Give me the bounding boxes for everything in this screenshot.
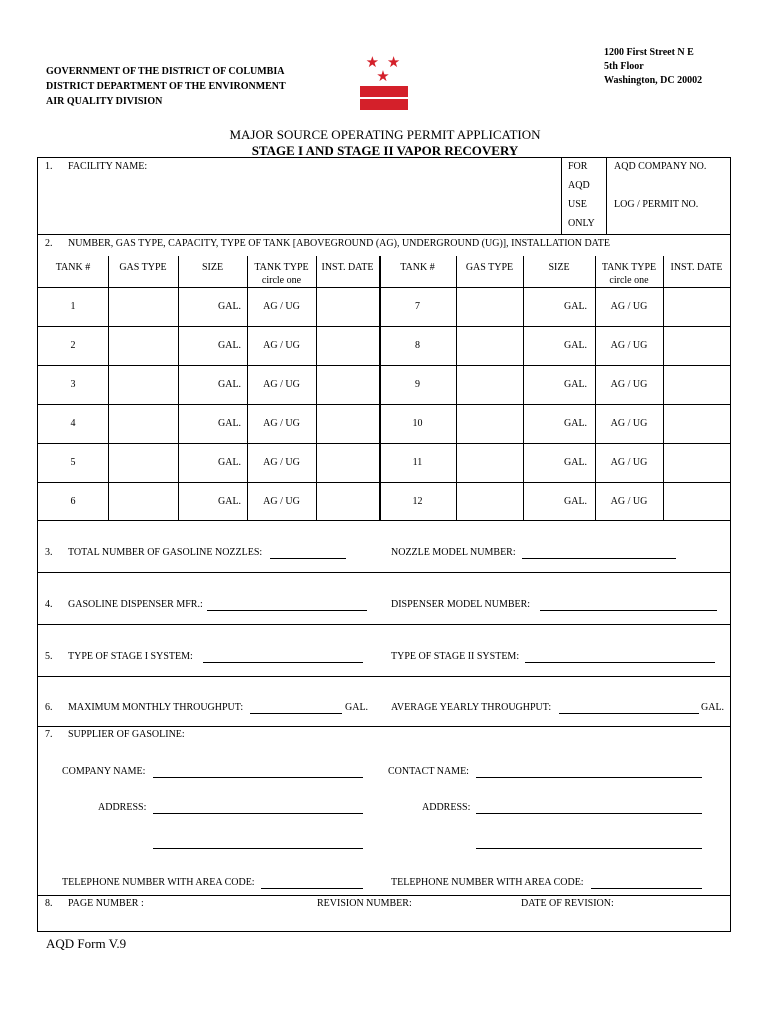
monthly-throughput-field[interactable] [250,713,342,714]
tank-type-choice[interactable]: AG / UG [263,301,300,312]
col-header-tank: TANK # [55,262,91,273]
page-number-label[interactable]: PAGE NUMBER : [68,898,144,909]
nozzles-label: TOTAL NUMBER OF GASOLINE NOZZLES: [68,547,263,558]
nozzle-model-label: NOZZLE MODEL NUMBER: [391,547,516,558]
table-divider [178,256,179,520]
telephone-field[interactable] [591,888,702,889]
col-header-gas: GAS TYPE [465,262,514,273]
section-number: 7. [45,729,53,740]
address-field[interactable] [476,813,702,814]
use-label: USE [568,199,587,210]
gal-unit: GAL. [218,418,242,429]
dispenser-model-label: DISPENSER MODEL NUMBER: [391,599,531,610]
permit-no-label[interactable]: LOG / PERMIT NO. [614,199,699,210]
row-divider [38,404,730,405]
table-divider [108,256,109,520]
form-subtitle: STAGE I AND STAGE II VAPOR RECOVERY [251,143,519,158]
dispenser-model-field[interactable] [540,610,717,611]
agency-block [46,64,286,109]
company-name-field[interactable] [153,777,363,778]
address-line2-field[interactable] [476,848,702,849]
col-header-size: SIZE [548,262,570,273]
telephone-label: TELEPHONE NUMBER WITH AREA CODE: [391,877,584,888]
for-label: FOR [568,161,588,172]
tank-type-choice[interactable]: AG / UG [610,340,648,351]
divider [38,234,730,235]
gal-unit: GAL. [218,496,242,507]
aqd-label: AQD [568,180,590,191]
gal-unit: GAL. [218,301,242,312]
tank-type-choice[interactable]: AG / UG [610,457,648,468]
tank-number: 9 [415,379,420,390]
address-block [604,46,702,88]
tank-type-choice[interactable]: AG / UG [610,418,648,429]
aqd-company-no-label[interactable]: AQD COMPANY NO. [614,161,707,172]
form-version: AQD Form V.9 [46,936,127,951]
col-header-type: TANK TYPE [601,262,657,273]
col-header-inst: INST. DATE [321,262,374,273]
form-frame [37,157,731,932]
address-label: ADDRESS: [98,802,147,813]
tank-number: 4 [70,418,76,429]
yearly-throughput-field[interactable] [559,713,699,714]
section-number: 8. [45,898,53,909]
gal-unit: GAL. [345,702,369,713]
tank-number: 3 [70,379,76,390]
dispenser-mfr-field[interactable] [207,610,367,611]
company-name-label: COMPANY NAME: [62,766,146,777]
agency-line: AIR QUALITY DIVISION [46,96,163,107]
row-divider [38,520,730,521]
flag-bar [360,86,408,97]
nozzle-model-field[interactable] [522,558,676,559]
col-header-circle: circle one [609,275,649,286]
tank-type-choice[interactable]: AG / UG [610,496,648,507]
form-title: MAJOR SOURCE OPERATING PERMIT APPLICATION [229,127,541,142]
gal-unit: GAL. [564,301,588,312]
col-header-type: TANK TYPE [254,262,309,273]
tank-type-choice[interactable]: AG / UG [263,340,300,351]
section-number: 3. [45,547,53,558]
section-number: 6. [45,702,53,713]
tank-number: 5 [70,457,76,468]
gal-unit: GAL. [701,702,725,713]
tank-number: 6 [70,496,76,507]
tank-type-choice[interactable]: AG / UG [263,379,300,390]
divider [38,624,730,625]
only-label: ONLY [568,218,595,229]
table-divider [456,256,457,520]
divider [38,895,730,896]
contact-name-label: CONTACT NAME: [388,766,469,777]
dispenser-mfr-label: GASOLINE DISPENSER MFR.: [68,599,203,610]
address-line: 1200 First Street N E [604,47,694,58]
agency-line: GOVERNMENT OF THE DISTRICT OF COLUMBIA [46,66,285,77]
tank-type-choice[interactable]: AG / UG [263,496,300,507]
gal-unit: GAL. [218,379,242,390]
dc-flag-icon [360,56,408,110]
divider [606,158,607,234]
col-header-gas: GAS TYPE [119,262,167,273]
telephone-field[interactable] [261,888,363,889]
tank-number: 1 [70,301,76,312]
telephone-label: TELEPHONE NUMBER WITH AREA CODE: [62,877,255,888]
address-label: ADDRESS: [422,802,471,813]
tank-number: 11 [412,457,423,468]
monthly-throughput-label: MAXIMUM MONTHLY THROUGHPUT: [68,702,244,713]
table-divider [663,256,664,520]
address-line2-field[interactable] [153,848,363,849]
divider [38,676,730,677]
stage2-field[interactable] [525,662,715,663]
yearly-throughput-label: AVERAGE YEARLY THROUGHPUT: [391,702,552,713]
section-number: 2. [45,238,53,249]
flag-bar [360,99,408,110]
stage1-field[interactable] [203,662,363,663]
address-line: Washington, DC 20002 [604,75,703,86]
divider [38,726,730,727]
col-header-tank: TANK # [400,262,435,273]
row-divider [38,326,730,327]
tank-number: 8 [415,340,420,351]
address-field[interactable] [153,813,363,814]
gal-unit: GAL. [564,340,588,351]
col-header-inst: INST. DATE [670,262,723,273]
table-divider [316,256,317,520]
gal-unit: GAL. [564,496,588,507]
tank-type-choice[interactable]: AG / UG [610,379,648,390]
row-divider [38,365,730,366]
revision-date-label[interactable]: DATE OF REVISION: [521,898,614,909]
tank-number: 10 [412,418,423,429]
gal-unit: GAL. [218,457,242,468]
flag-stars: ★ ★ ★ [365,55,403,85]
divider [38,572,730,573]
col-header-size: SIZE [201,262,224,273]
row-divider [38,287,730,288]
supplier-label: SUPPLIER OF GASOLINE: [68,729,185,740]
gal-unit: GAL. [564,418,588,429]
tank-type-choice[interactable]: AG / UG [263,457,300,468]
gal-unit: GAL. [218,340,242,351]
section-number: 4. [45,599,53,610]
revision-number-label[interactable]: REVISION NUMBER: [317,898,412,909]
divider [561,158,562,234]
address-line: 5th Floor [604,61,644,72]
gal-unit: GAL. [564,379,588,390]
tank-type-choice[interactable]: AG / UG [263,418,300,429]
section-number: 5. [45,651,53,662]
tank-number: 7 [415,301,420,312]
row-divider [38,482,730,483]
table-divider [523,256,524,520]
row-divider [38,443,730,444]
tank-number: 2 [70,340,76,351]
tank-type-choice[interactable]: AG / UG [610,301,648,312]
stage1-label: TYPE OF STAGE I SYSTEM: [68,651,193,662]
tank-number: 12 [412,496,423,507]
facility-name-label[interactable]: FACILITY NAME: [68,161,148,172]
section-number: 1. [45,161,53,172]
nozzles-field[interactable] [270,558,346,559]
contact-name-field[interactable] [476,777,702,778]
col-header-circle: circle one [261,275,302,286]
tank-section-label: NUMBER, GAS TYPE, CAPACITY, TYPE OF TANK [ABOVEGROUND (AG), UNDERGROUND (UG)], INSTALLATION DATE [68,238,611,249]
stage2-label: TYPE OF STAGE II SYSTEM: [391,651,520,662]
gal-unit: GAL. [564,457,588,468]
agency-line: DISTRICT DEPARTMENT OF THE ENVIRONMENT [46,81,286,92]
